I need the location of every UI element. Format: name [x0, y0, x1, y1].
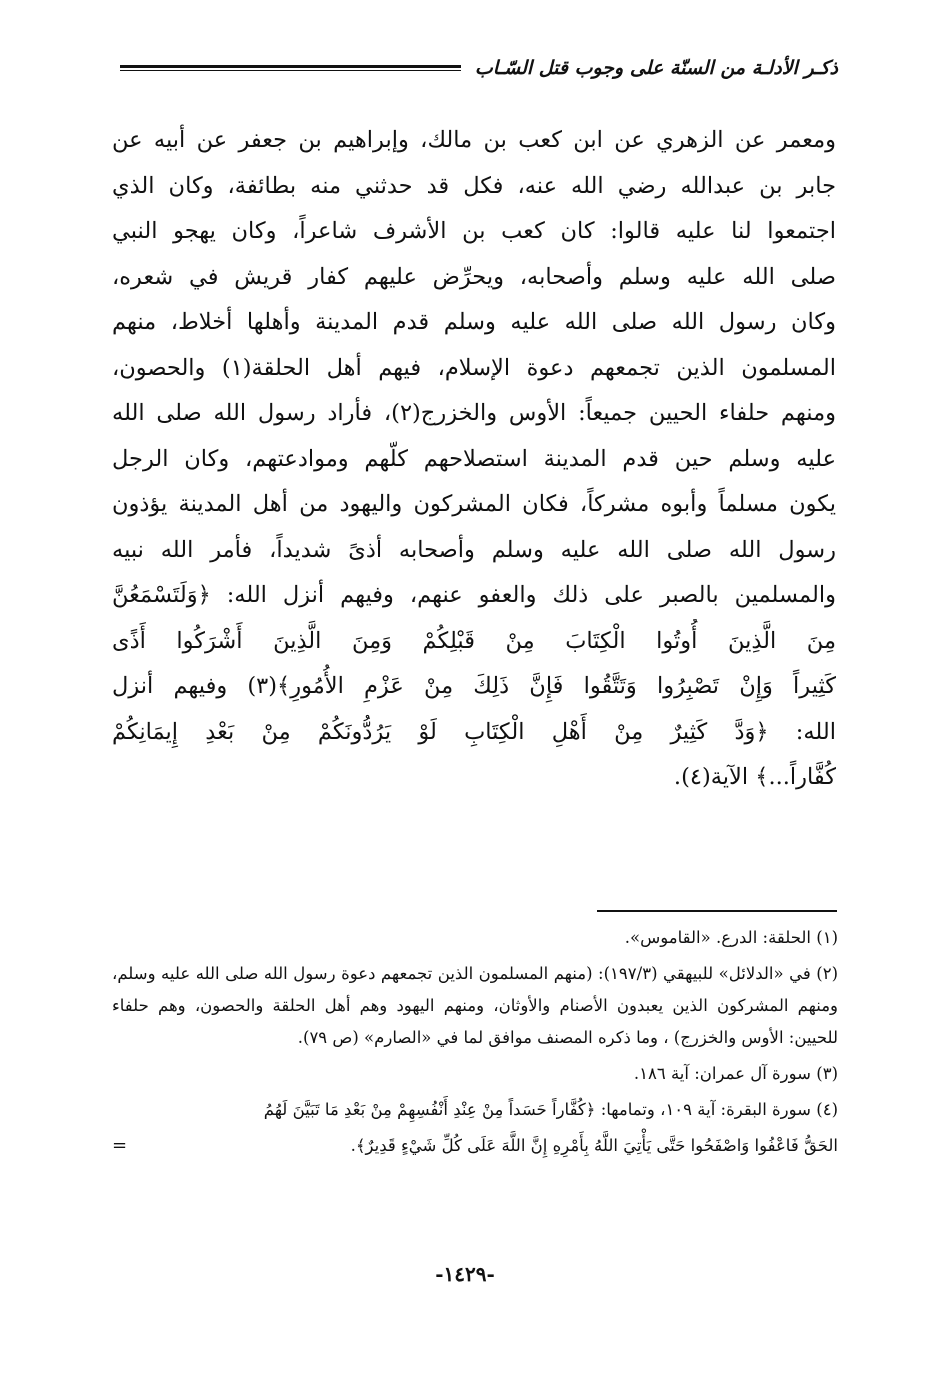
footnote-4-continuation — [112, 1130, 838, 1162]
text-line: كَثِيراً وَإِنْ تَصْبِرُوا وَتَتَّقُوا فَإِنَّ ذَلِكَ مِنْ عَزْمِ الأُمُورِ﴾(٣) وفيهم أنزل — [112, 673, 836, 699]
continuation-mark: = — [112, 1135, 128, 1156]
text-line: رسول الله صلى الله عليه وسلم وأصحابه أذىً شديداً، فأمر الله نبيه — [112, 536, 836, 563]
running-header — [120, 50, 838, 86]
footnote-3: (٣) سورة آل عمران: آية ١٨٦. — [633, 1064, 838, 1083]
main-text — [112, 118, 836, 801]
text-line: عليه وسلم حين قدم المدينة استصلاحهم كلّهم وموادعتهم، وكان الرجل — [112, 445, 836, 472]
footnote-4: (٤) سورة البقرة: آية ١٠٩، وتمامها: ﴿كُفَّاراً حَسَداً مِنْ عِنْدِ أَنْفُسِهِمْ مِنْ بَعْدِ مَا تَبَيَّنَ لَهُمُ — [263, 1100, 838, 1119]
footnote-1: (١) الحلقة: الدرع. «القاموس». — [624, 928, 838, 947]
page-number: -١٤٢٩- — [435, 1262, 495, 1286]
text-line: صلى الله عليه وسلم وأصحابه، ويحرِّض عليهم كفار قريش في شعره، — [112, 263, 836, 290]
text-line: ومنهم حلفاء الحيين جميعاً: الأوس والخزرج(٢)، فأراد رسول الله صلى الله — [112, 400, 836, 426]
text-line: المسلمون الذين تجمعهم دعوة الإسلام، فيهم أهل الحلقة(١) والحصون، — [112, 354, 836, 381]
text-line: كُفَّاراً...﴾ الآية(٤). — [673, 764, 836, 790]
text-line: وكان رسول الله صلى الله عليه وسلم قدم المدينة وأهلها أخلاط، منهم — [112, 309, 836, 335]
text-line: الله: ﴿وَدَّ كَثِيرٌ مِنْ أَهْلِ الْكِتَابِ لَوْ يَرُدُّونَكُمْ مِنْ بَعْدِ إِيمَانِكُمْ — [112, 718, 836, 745]
footnote-2: (٢) في «الدلائل» للبيهقي (١٩٧/٣): (منهم المسلمون الذين تجمعهم دعوة رسول الله صلى الله عليه وسلم، ومنهم المشركون الذين يعبدون الأصنام والأوثان، ومنهم اليهود وهم أهل الحلقة والحصون، وهم حلفاء للحيين: الأوس والخزرج) ، وما ذكره المصنف موافق لما في «الصارم» (ص ٧٩). — [112, 964, 839, 1047]
footnote-separator — [597, 910, 837, 912]
text-line: يكون مسلماً وأبوه مشركاً، فكان المشركون واليهود من أهل المدينة يؤذون — [112, 491, 836, 517]
footnote-4-continuation-text: الحَقُّ فَاعْفُوا وَاصْفَحُوا حَتَّى يَأْتِيَ اللَّهُ بِأَمْرِهِ إِنَّ اللَّهَ عَلَى كُلِّ شَيْءٍ قَدِيرٌ﴾. — [350, 1136, 838, 1155]
text-line: مِنَ الَّذِينَ أُوتُوا الْكِتَابَ مِنْ قَبْلِكُمْ وَمِنَ الَّذِينَ أَشْرَكُوا أَذًى — [112, 627, 836, 654]
text-line: اجتمعوا لنا عليه قالوا: كان كعب بن الأشرف شاعراً، وكان يهجو النبي — [112, 218, 836, 244]
header-title: ذكـر الأدلـة من السنّة على وجوب قتل السّـاب — [474, 57, 838, 79]
footnotes — [112, 922, 838, 1166]
text-line: جابر بن عبدالله رضي الله عنه، فكل قد حدثني منه بطائفة، وكان الذي — [112, 172, 836, 199]
text-line: ومعمر عن الزهري عن ابن كعب بن مالك، وإبراهيم بن جعفر عن أبيه عن — [112, 127, 836, 153]
text-line: والمسلمين بالصبر على ذلك والعفو عنهم، وفيهم أنزل الله: ﴿وَلَتَسْمَعُنَّ — [112, 582, 836, 608]
header-double-rule — [120, 65, 461, 71]
